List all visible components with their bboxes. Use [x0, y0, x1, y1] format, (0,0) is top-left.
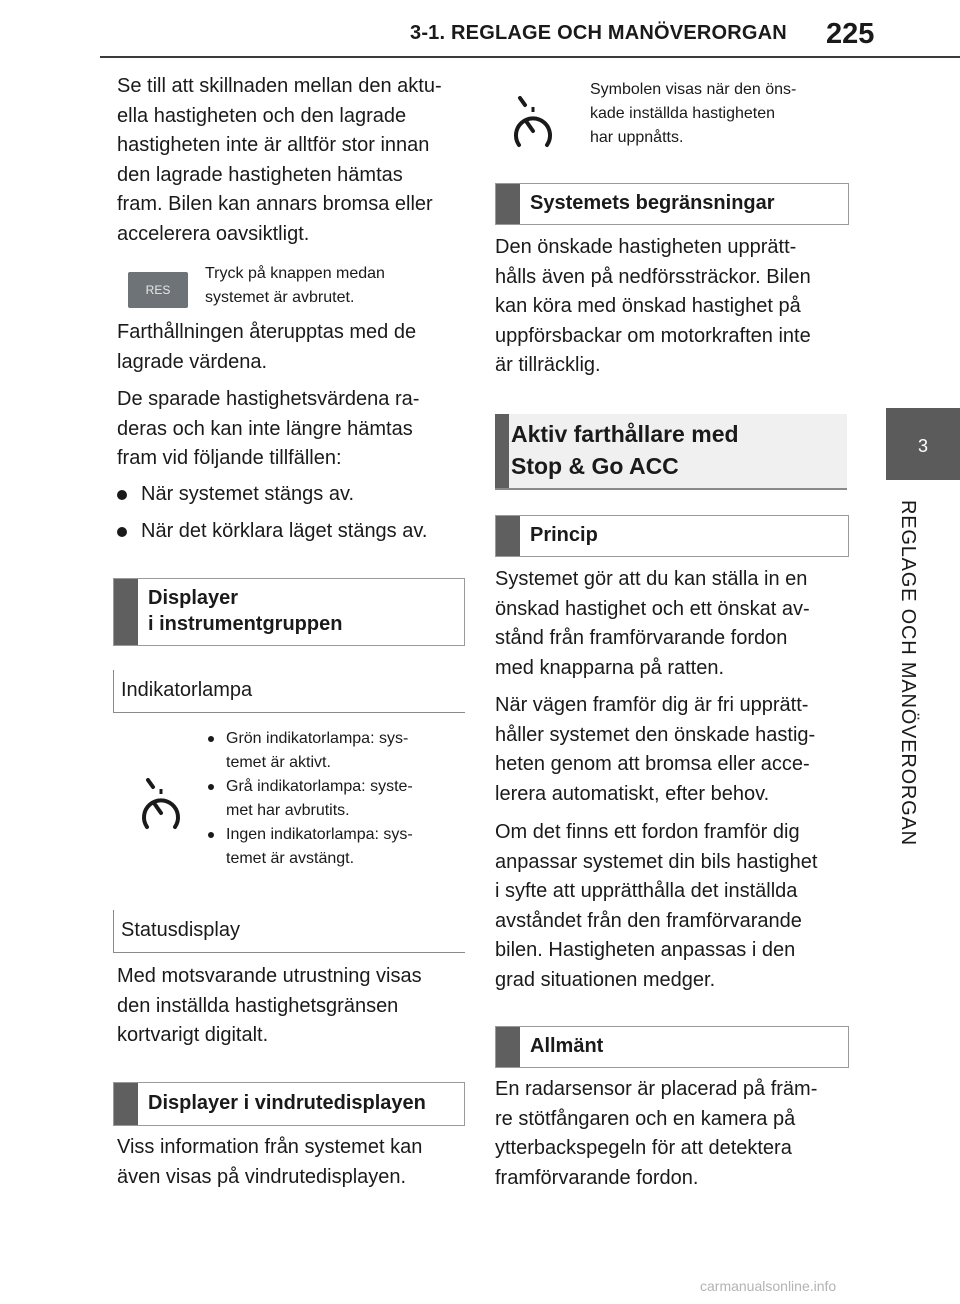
symbol-description: Symbolen visas när den öns- kade inställda hastigheten har uppnåtts.	[590, 81, 797, 146]
watermark: carmanualsonline.info	[700, 1278, 837, 1294]
heading-hud-displays: Displayer i vindrutedisplayen	[113, 1082, 465, 1126]
bullet-dot-icon	[117, 527, 127, 537]
limits-paragraph: Den önskade hastigheten upprätt- hålls även på nedförssträckor. Bilen kan köra med önskad hastighet på uppförsbackar om motorkraften inte är tillräcklig.	[495, 236, 811, 376]
status-paragraph: Med motsvarande utrustning visas den inställda hastighetsgränsen kortvarigt digitalt.	[117, 965, 422, 1046]
principle-paragraph-1: Systemet gör att du kan ställa in en önskad hastighet och ett önskat av- stånd från framförvarande fordon med knapparna på ratten.	[495, 568, 810, 679]
subheading-indicator-lamp: Indikatorlampa	[121, 679, 253, 701]
chapter-number: 3	[917, 436, 928, 456]
chapter-label: REGLAGE OCH MANÖVERORGAN	[897, 500, 919, 846]
res-description: Tryck på knappen medan systemet är avbrutet.	[205, 265, 385, 306]
bullet-item: När systemet stängs av.	[117, 480, 467, 510]
res-button-icon: RES	[128, 272, 188, 308]
heading-general: Allmänt	[495, 1026, 849, 1068]
hud-paragraph: Viss information från systemet kan även visas på vindrutedisplayen.	[117, 1136, 423, 1188]
deleted-values-paragraph: De sparade hastighetsvärdena ra- deras och kan inte längre hämtas fram vid följande tillfällen:	[117, 388, 420, 469]
header-rule	[100, 56, 960, 58]
heading-system-limits: Systemets begränsningar	[495, 183, 849, 225]
heading-displays-instrument-cluster: Displayer i instrumentgruppen	[113, 578, 465, 646]
resume-paragraph: Farthållningen återupptas med de lagrade värdena.	[117, 321, 417, 373]
list-item: Grå indikatorlampa: syste- met har avbrutits.	[208, 775, 468, 823]
bullet-item: När det körklara läget stängs av.	[117, 517, 467, 547]
cruise-control-icon	[140, 778, 182, 832]
subheading-status-display: Statusdisplay	[121, 919, 240, 941]
speed-reached-icon	[512, 96, 554, 150]
indicator-list	[208, 727, 468, 871]
chapter-tab	[886, 408, 960, 480]
list-item: Ingen indikatorlampa: sys- temet är avstängt.	[208, 823, 468, 871]
list-item: Grön indikatorlampa: sys- temet är aktivt.	[208, 727, 468, 775]
heading-active-cruise-control: Aktiv farthållare med Stop & Go ACC	[495, 414, 847, 490]
general-paragraph: En radarsensor är placerad på främ- re stötfångaren och en kamera på ytterbackspegeln för att detektera framförvarande fordon.	[495, 1078, 818, 1189]
page-number: 225	[826, 18, 875, 50]
intro-paragraph: Se till att skillnaden mellan den aktu- ella hastigheten och den lagrade hastigheten inte är alltför stor innan den lagrade hastigheten hämtas fram. Bilen kan annars bromsa eller accelerera oavsiktligt.	[117, 75, 442, 245]
heading-principle: Princip	[495, 515, 849, 557]
principle-paragraph-2: När vägen framför dig är fri upprätt- håller systemet den önskade hastig- heten genom att bromsa eller acce- lerera automatiskt, efter behov.	[495, 694, 816, 805]
principle-paragraph-3: Om det finns ett fordon framför dig anpassar systemet din bils hastighet i syfte att upprätthålla det inställda avståndet från den framförvarande bilen. Hastigheten anpassas i den grad situationen medger.	[495, 821, 818, 991]
bullet-dot-icon	[117, 490, 127, 500]
section-title: 3-1. REGLAGE OCH MANÖVERORGAN	[410, 22, 787, 44]
